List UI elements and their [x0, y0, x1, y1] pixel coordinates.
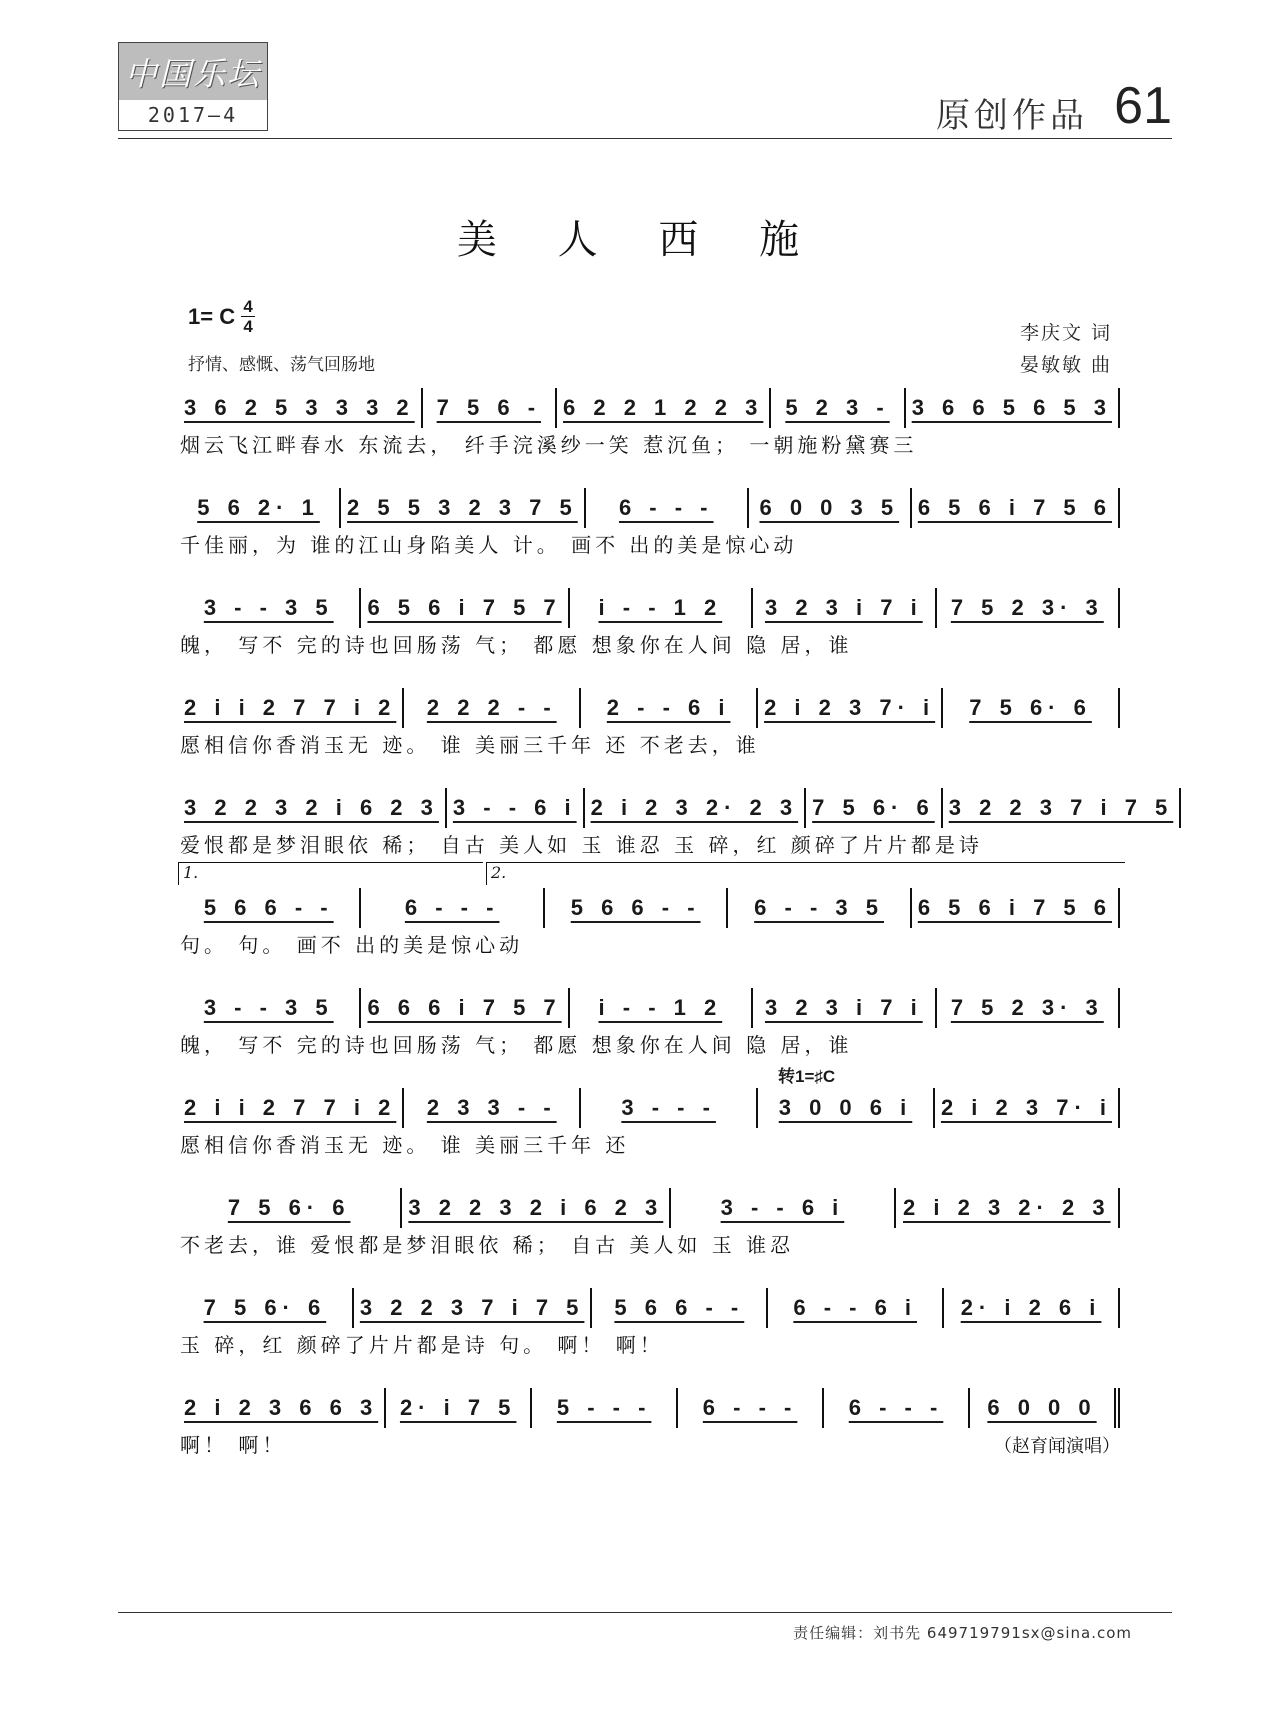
measure — [584, 488, 747, 528]
measure-notes: 6 2 2 1 2 2 3 — [563, 395, 764, 420]
volta-first-ending: 1. — [178, 862, 483, 885]
measure — [178, 688, 402, 728]
measure-notes: 2 i 2 3 6 6 3 — [184, 1395, 379, 1420]
measure-notes: 7 5 2 3· 3 — [950, 595, 1104, 620]
measure — [941, 688, 1120, 728]
lyrics-line: 不老去，谁 爱恨都是梦泪眼依 稀； 自古 美人如 玉 谁忍 — [180, 1233, 795, 1257]
measure-notes: 7 5 6 - — [436, 395, 542, 420]
measure — [400, 1188, 669, 1228]
lyricist-credit: 李庆文 词 — [1019, 322, 1112, 344]
measure-notes: 7 5 6· 6 — [227, 1195, 351, 1220]
measure — [178, 1288, 352, 1328]
measure-notes: 2 i 2 3 2· 2 3 — [590, 795, 799, 820]
measure — [894, 1188, 1120, 1228]
measure — [568, 588, 751, 628]
measure — [402, 1088, 579, 1128]
measure-notes: 2 - - 6 i — [606, 695, 731, 720]
measure — [583, 788, 805, 828]
measure — [178, 588, 359, 628]
measure-notes: 3 - - 6 i — [452, 795, 577, 820]
measure-notes: 7 5 6· 6 — [812, 795, 935, 820]
measure-notes: 2· i 2 6 i — [960, 1295, 1102, 1320]
measure — [384, 1388, 530, 1428]
measure — [756, 688, 941, 728]
measure — [941, 788, 1182, 828]
measure — [178, 1088, 402, 1128]
measure — [339, 488, 584, 528]
score-system — [178, 988, 1120, 1088]
measure-notes: 3 - - 3 5 — [203, 595, 334, 620]
measure-notes: 2 3 3 - - — [426, 1095, 557, 1120]
measure-notes: 6 - - - — [848, 1395, 944, 1420]
header-rule — [118, 138, 1172, 139]
measure — [822, 1388, 968, 1428]
measure — [935, 588, 1120, 628]
lyrics-line: 啊！ 啊！ — [180, 1433, 287, 1457]
measure — [756, 1088, 933, 1128]
measure-notes: 3 2 2 3 7 i 7 5 — [359, 1295, 585, 1320]
measure — [421, 388, 555, 428]
measure — [568, 988, 751, 1028]
measure — [910, 888, 1120, 928]
measure — [676, 1388, 822, 1428]
measure — [178, 988, 359, 1028]
measure-notes: 5 2 3 - — [785, 395, 890, 420]
score-system — [178, 1067, 1120, 1188]
lyrics-line: 千佳丽，为 谁的江山身陷美人 计。 画不 出的美是惊心动 — [180, 533, 798, 557]
measure-notes: 3 2 3 i 7 i — [764, 595, 923, 620]
song-title: 美 人 西 施 — [456, 217, 824, 263]
measure-notes: i - - 1 2 — [598, 995, 723, 1020]
measure — [804, 788, 941, 828]
measure — [178, 1188, 400, 1228]
measure-notes: 6 - - - — [404, 895, 500, 920]
measure-notes: 2 5 5 3 2 3 7 5 — [347, 495, 578, 520]
measure-notes: 7 5 6· 6 — [969, 695, 1092, 720]
lyrics-line: 烟云飞江畔春水 东流去， 纤手浣溪纱一笑 惹沉鱼； 一朝施粉黛赛三 — [180, 433, 918, 457]
journal-logo — [118, 42, 268, 102]
score-system — [178, 388, 1120, 488]
score — [178, 388, 1174, 1488]
measure — [178, 888, 359, 928]
measure — [935, 988, 1120, 1028]
lyrics-line: 爱恨都是梦泪眼依 稀； 自古 美人如 玉 谁忍 玉 碎，红 颜碎了片片都是诗 — [180, 833, 983, 857]
measure-notes: 6 5 6 i 7 5 7 — [367, 595, 562, 620]
measure-notes: 6 5 6 i 7 5 6 — [917, 895, 1113, 920]
measure — [904, 388, 1120, 428]
section-title: 原创作品 — [936, 96, 1088, 136]
measure-notes: 2 i i 2 7 7 i 2 — [184, 1095, 397, 1120]
measure-notes: 3 2 3 i 7 i — [764, 995, 923, 1020]
measure-notes: 3 2 2 3 2 i 6 2 3 — [408, 1195, 664, 1220]
measure-notes: 3 - - - — [621, 1095, 716, 1120]
measure — [359, 888, 542, 928]
measure-notes: 6 5 6 i 7 5 6 — [917, 495, 1113, 520]
measure-notes: 3 6 6 5 6 5 3 — [911, 395, 1113, 420]
measure-notes: 5 6 6 - - — [570, 895, 701, 920]
score-system — [178, 488, 1120, 588]
measure-notes: 3 6 2 5 3 3 3 2 — [184, 395, 415, 420]
time-signature — [241, 298, 255, 335]
measure-notes: 2 i 2 3 7· i — [940, 1095, 1112, 1120]
measure — [178, 488, 339, 528]
lyrics-line: 句。 句。 画不 出的美是惊心动 — [180, 933, 524, 957]
measure — [968, 1388, 1120, 1428]
measure-notes: 2 i 2 3 2· 2 3 — [903, 1195, 1111, 1220]
measure — [669, 1188, 893, 1228]
measure-notes: 2 i i 2 7 7 i 2 — [184, 695, 397, 720]
measure-notes: 3 - - 3 5 — [203, 995, 334, 1020]
measure — [178, 1388, 384, 1428]
measure — [352, 1288, 591, 1328]
lyrics-line: 愿相信你香消玉无 迹。 谁 美丽三千年 还 不老去，谁 — [180, 733, 760, 757]
measure — [751, 988, 934, 1028]
measure — [590, 1288, 766, 1328]
volta-second-ending: 2. — [486, 862, 1125, 885]
measure-notes: i - - 1 2 — [598, 595, 723, 620]
measure — [579, 688, 756, 728]
measure-notes: 2 i 2 3 7· i — [764, 695, 936, 720]
tempo-marking: 抒情、感慨、荡气回肠地 — [188, 355, 375, 375]
lyrics-line: 魄， 写不 完的诗也回肠荡 气； 都愿 想象你在人间 隐 居，谁 — [180, 1033, 853, 1057]
measure — [402, 688, 579, 728]
measure — [747, 488, 910, 528]
measure-notes: 2 2 2 - - — [426, 695, 557, 720]
time-signature-top: 4 — [243, 297, 253, 316]
measure-notes: 2· i 7 5 — [399, 1395, 517, 1420]
measure-notes: 5 - - - — [556, 1395, 652, 1420]
measure — [910, 488, 1120, 528]
performer-credit: （赵育闻演唱） — [994, 1436, 1120, 1457]
measure — [543, 888, 726, 928]
measure-notes: 7 5 6· 6 — [203, 1295, 327, 1320]
lyrics-line: 愿相信你香消玉无 迹。 谁 美丽三千年 还 — [180, 1133, 630, 1157]
measure-notes: 3 - - 6 i — [720, 1195, 845, 1220]
measure-notes: 6 - - - — [618, 495, 714, 520]
footer-rule — [118, 1612, 1172, 1613]
page-number: 61 — [1114, 77, 1172, 135]
measure-notes: 6 - - 3 5 — [754, 895, 884, 920]
key-label: 1= C — [188, 303, 236, 329]
measure-notes: 7 5 2 3· 3 — [950, 995, 1104, 1020]
score-system — [178, 1388, 1120, 1488]
issue-label: 2017—4 — [118, 100, 268, 131]
measure-notes: 5 6 6 - - — [614, 1295, 745, 1320]
measure — [555, 388, 769, 428]
measure-notes: 3 2 2 3 7 i 7 5 — [948, 795, 1174, 820]
measure — [766, 1288, 942, 1328]
measure — [726, 888, 909, 928]
measure-notes: 3 2 2 3 2 i 6 2 3 — [184, 795, 439, 820]
measure — [751, 588, 934, 628]
score-system — [178, 1288, 1120, 1388]
score-system — [178, 863, 1120, 988]
lyrics-line: 玉 碎，红 颜碎了片片都是诗 句。 啊！ 啊！ — [180, 1333, 664, 1357]
measure-notes: 3 0 0 6 i — [778, 1095, 913, 1120]
measure-notes: 6 - - 6 i — [793, 1295, 918, 1320]
measure — [933, 1088, 1120, 1128]
measure-notes: 5 6 2· 1 — [197, 495, 320, 520]
measure-notes: 6 0 0 3 5 — [759, 495, 900, 520]
time-signature-bottom: 4 — [243, 317, 253, 336]
measure-notes: 6 0 0 0 — [987, 1395, 1097, 1420]
measure — [359, 988, 567, 1028]
lyrics-line: 魄， 写不 完的诗也回肠荡 气； 都愿 想象你在人间 隐 居，谁 — [180, 633, 853, 657]
measure — [178, 788, 445, 828]
score-system — [178, 688, 1120, 788]
composer-credit: 晏敏敏 曲 — [1019, 354, 1112, 376]
measure-notes: 6 6 6 i 7 5 7 — [367, 995, 562, 1020]
measure-notes: 6 - - - — [702, 1395, 798, 1420]
measure — [530, 1388, 676, 1428]
journal-logo-text: 中国乐坛 — [124, 55, 261, 93]
measure — [359, 588, 567, 628]
modulation-mark: 转1=♯C — [778, 1067, 836, 1086]
score-system — [178, 1188, 1120, 1288]
measure — [178, 388, 421, 428]
measure — [579, 1088, 756, 1128]
measure-notes: 5 6 6 - - — [203, 895, 334, 920]
measure — [445, 788, 583, 828]
score-system — [178, 588, 1120, 688]
key-signature — [188, 298, 255, 335]
editor-credit: 责任编辑：刘书先 649719791sx@sina.com — [793, 1624, 1132, 1642]
measure — [942, 1288, 1120, 1328]
measure — [769, 388, 903, 428]
